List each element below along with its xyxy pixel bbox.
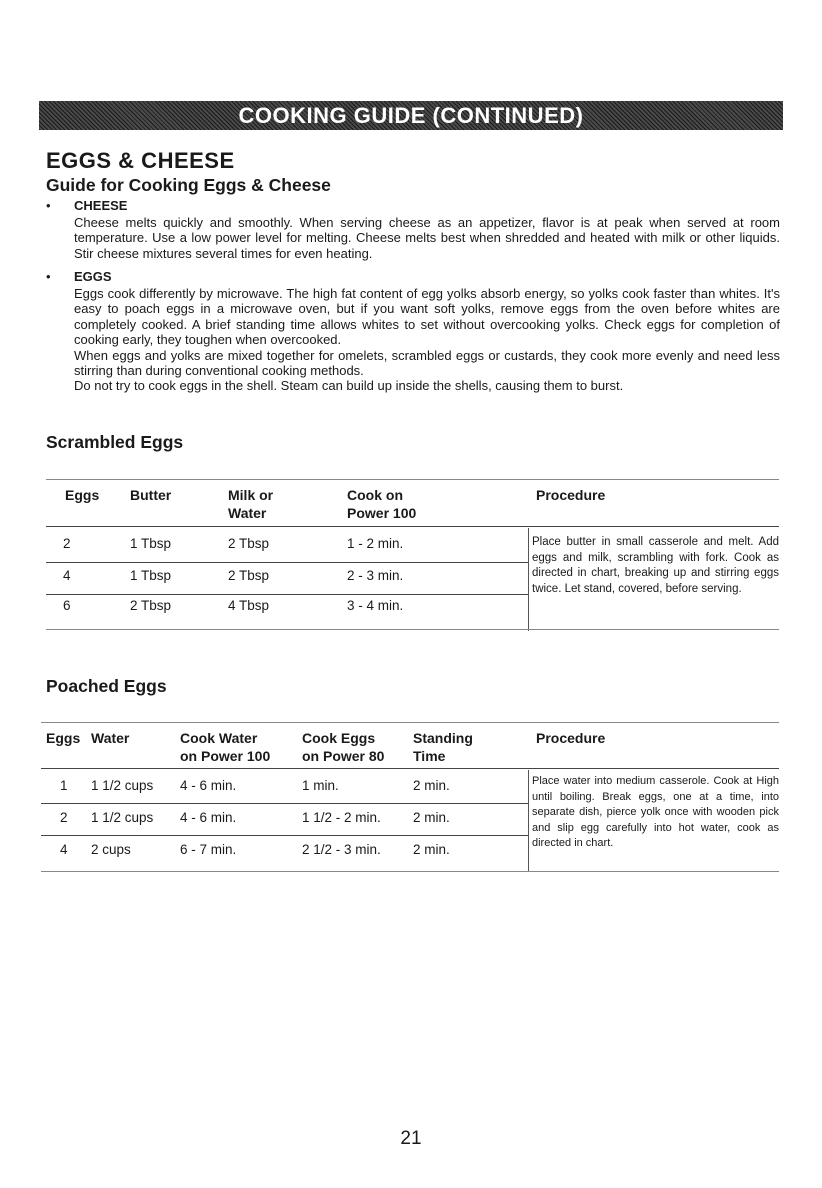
cell-water: 1 1/2 cups — [91, 778, 154, 793]
bullet-icon: • — [46, 198, 51, 213]
guide-subtitle: Guide for Cooking Eggs & Cheese — [46, 175, 331, 195]
cheese-heading: CHEESE — [74, 198, 128, 213]
row-rule — [46, 562, 528, 563]
col-header-procedure: Procedure — [536, 487, 606, 503]
row-rule — [46, 594, 528, 595]
col-header-procedure: Procedure — [536, 730, 606, 746]
header-rule — [46, 526, 779, 527]
col-header-milk-or-water: Milk or Water — [228, 487, 274, 521]
header-rule — [41, 768, 779, 769]
bullet-icon: • — [46, 269, 51, 284]
cell-cook-water: 4 - 6 min. — [180, 810, 237, 825]
procedure-divider — [528, 528, 529, 631]
col-header-standing-time: Standing Time — [413, 730, 473, 764]
col-header-eggs: Eggs — [65, 487, 100, 503]
cell-eggs: 2 — [63, 536, 71, 551]
cell-cook-water: 4 - 6 min. — [180, 778, 237, 793]
cell-milk: 4 Tbsp — [228, 598, 270, 613]
eggs-paragraph-2: When eggs and yolks are mixed together for omelets, scrambled eggs or custards, they cook more evenly and need less stirring than during conventional cooking methods. — [74, 347, 780, 379]
cell-cook-water: 6 - 7 min. — [180, 842, 237, 857]
cell-water: 1 1/2 cups — [91, 810, 154, 825]
table-bottom-rule — [46, 629, 779, 630]
row-rule — [41, 835, 528, 836]
cell-standing: 2 min. — [413, 810, 450, 825]
table-top-rule — [41, 722, 779, 723]
eggs-paragraphs — [74, 286, 780, 394]
cell-milk: 2 Tbsp — [228, 536, 270, 551]
col-header-cook-water: Cook Water on Power 100 — [180, 730, 271, 764]
eggs-paragraph-1: Eggs cook differently by microwave. The high fat content of egg yolks absorb energy, so yolks cook faster than whites. It's easy to poach eggs in a microwave oven, but if you want soft yolks, remove eggs from the oven before whites are completely cooked. A brief standing time allows whites to set without overcooking yolks. Check eggs for completion of cooking early, they toughen when overcooked. — [74, 286, 780, 348]
cell-eggs: 1 — [60, 778, 68, 793]
col-header-cook-on-power: Cook on Power 100 — [347, 487, 417, 521]
cell-cook-time: 1 - 2 min. — [347, 536, 404, 551]
cell-cook-eggs: 1 min. — [302, 778, 339, 793]
cell-eggs: 2 — [60, 810, 68, 825]
cell-water: 2 cups — [91, 842, 131, 857]
table-top-rule — [46, 479, 779, 480]
col-header-butter: Butter — [130, 487, 172, 503]
cell-standing: 2 min. — [413, 842, 450, 857]
cell-eggs: 4 — [63, 568, 71, 583]
scrambled-eggs-title: Scrambled Eggs — [46, 432, 184, 452]
cell-eggs: 4 — [60, 842, 68, 857]
cell-butter: 1 Tbsp — [130, 568, 172, 583]
cell-cook-eggs: 1 1/2 - 2 min. — [302, 810, 381, 825]
cheese-text: Cheese melts quickly and smoothly. When serving cheese as an appetizer, flavor is at peak when served at room temperature. Use a low power level for melting. Cheese melts best when shredded and heated with milk or other liquids. Stir cheese mixtures several times for even heating. — [74, 215, 780, 261]
col-header-water: Water — [91, 730, 130, 746]
row-rule — [41, 803, 528, 804]
section-banner: COOKING GUIDE (CONTINUED) — [39, 101, 783, 130]
cell-milk: 2 Tbsp — [228, 568, 270, 583]
cell-cook-time: 2 - 3 min. — [347, 568, 404, 583]
col-header-cook-eggs: Cook Eggs on Power 80 — [302, 730, 385, 764]
poached-eggs-title: Poached Eggs — [46, 676, 167, 696]
col-header-eggs: Eggs — [46, 730, 81, 746]
page-title: EGGS & CHEESE — [46, 148, 235, 173]
poached-procedure: Place water into medium casserole. Cook at High until boiling. Break eggs, one at a time, into separate dish, pierce yolk once with wooden pick and slip egg carefully into hot water, cook as directed in chart. — [532, 775, 779, 850]
cell-butter: 1 Tbsp — [130, 536, 172, 551]
procedure-divider — [528, 770, 529, 872]
table-bottom-rule — [41, 871, 779, 872]
cell-cook-time: 3 - 4 min. — [347, 598, 404, 613]
eggs-heading: EGGS — [74, 269, 112, 284]
page-number: 21 — [400, 1128, 422, 1149]
cell-cook-eggs: 2 1/2 - 3 min. — [302, 842, 381, 857]
cell-standing: 2 min. — [413, 778, 450, 793]
cell-butter: 2 Tbsp — [130, 598, 172, 613]
scrambled-procedure: Place butter in small casserole and melt. Add eggs and milk, scrambling with fork. Cook as directed in chart, breaking up and stirring eggs twice. Let stand, covered, before serving. — [532, 536, 779, 595]
cheese-paragraph — [74, 215, 780, 261]
cell-eggs: 6 — [63, 598, 71, 613]
eggs-paragraph-3: Do not try to cook eggs in the shell. Steam can build up inside the shells, causing them to burst. — [74, 378, 624, 394]
